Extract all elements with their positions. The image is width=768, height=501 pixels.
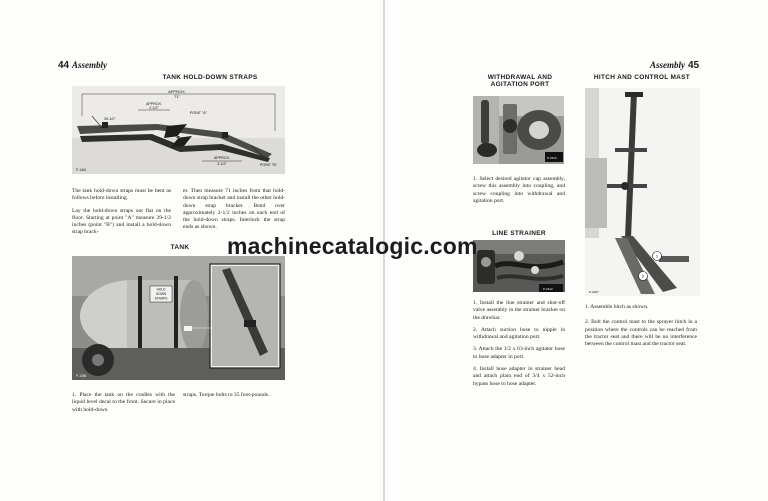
paragraph: 1. Assemble hitch as shown.: [585, 304, 649, 310]
paragraph: Lay the hold-down straps out flat on the floor. Starting at point "A" measure 39-1/2 inches (point "B") and install a hold-down strap brack-: [72, 207, 171, 236]
tank-illustration: [72, 256, 285, 380]
hitch-callout: 2: [641, 273, 645, 279]
withdrawal-port-photo: [473, 96, 564, 164]
section-heading-straps: TANK HOLD-DOWN STRAPS: [162, 74, 258, 81]
tank-photo: [72, 256, 285, 380]
hitch-code: P-2307: [589, 290, 599, 294]
hitch-callout: 1: [655, 253, 659, 259]
paragraph: 3. Attach the 1/2 x 63-inch agitator hose to hose adapter in port.: [473, 346, 565, 360]
page-number: 45: [688, 60, 700, 71]
paragraph: 2. Attach suction hose to nipple in withdrawal and agitation port.: [473, 326, 565, 341]
paragraph: 4. Install hose adapter in strainer head and attach plain end of 3/4 x 52-inch bypass hose to hose adapter.: [473, 366, 565, 387]
paragraph: The tank hold-down straps must be bent as follows before installing.: [72, 188, 171, 202]
tank-label-line1: HOLD: [156, 287, 166, 292]
dim-top-label: APPROX.: [168, 89, 186, 94]
watermark: machinecatalogic.com: [227, 233, 478, 259]
dim-mid-value: 2-1/2": [149, 106, 159, 110]
withdrawal-illustration: [473, 96, 564, 164]
tank-column-1: [72, 392, 175, 414]
paragraph: 2. Bolt the control mast to the sprayer hitch in a position where the controls can be reached from the tractor seat and there will be no interference between the control mast and the tractor seat.: [585, 319, 697, 348]
strainer-illustration: [473, 240, 565, 292]
paragraph: 1. Place the tank on the cradles with the liquid level decal to the front. Secure in place with hold-down: [72, 392, 175, 413]
paragraph: straps. Torque bolts to 35 foot-pounds.: [183, 392, 270, 398]
point-b-label: POINT "B": [260, 163, 277, 167]
hitch-photo: [585, 88, 700, 296]
strap-illustration: [72, 86, 285, 174]
dim-low-label: APPROX.: [214, 156, 230, 160]
hitch-text: [585, 304, 697, 348]
straps-column-2: [183, 188, 285, 232]
running-head: Assembly: [72, 60, 107, 70]
hitch-illustration: [585, 88, 700, 296]
paragraph: et. Then measure 71 inches from that hold-down strap bracket and install the other hold-down strap bracket. Bend over approximately 2-1/2 inches on each end of the hold-down straps. Interlock the strap ends as shown.: [183, 188, 285, 231]
tank-figure-code: P-1356: [76, 374, 87, 378]
paragraph: 1. Install the line strainer and shut-off valve assembly in the strainer bracket on the drawbar.: [473, 300, 565, 321]
withdrawal-text: [473, 176, 565, 205]
section-heading-withdrawal: WITHDRAWAL AND AGITATION PORT: [487, 74, 553, 88]
tank-label-line3: STRAPS: [154, 296, 168, 301]
running-head: Assembly: [650, 60, 685, 70]
dim-b-label: 39-1/2": [104, 117, 116, 121]
page-number: 44: [58, 60, 70, 71]
dim-top-value: 71": [174, 94, 180, 99]
section-heading-strainer: LINE STRAINER: [492, 230, 546, 237]
strainer-code: P-2312: [543, 287, 553, 291]
dim-low-value: 2-1/2": [217, 162, 227, 166]
figure-code: P-1441: [76, 168, 87, 172]
dim-mid-label: APPROX.: [146, 102, 162, 106]
tank-label-line2: DOWN: [155, 292, 167, 296]
strainer-text: [473, 300, 565, 388]
point-a-label: POINT "A": [190, 111, 207, 115]
section-heading-tank: TANK: [170, 244, 190, 251]
straps-column-1: [72, 188, 171, 237]
withdrawal-code: P-2312: [547, 156, 557, 160]
line-strainer-photo: [473, 240, 565, 292]
tank-column-2: [183, 392, 285, 399]
section-heading-hitch: HITCH AND CONTROL MAST: [593, 74, 691, 81]
paragraph: 1. Select desired agitator cap assembly, screw this assembly into coupling, and screw coupling into withdrawal and agitation port.: [473, 176, 565, 204]
strap-figure: [72, 86, 285, 174]
